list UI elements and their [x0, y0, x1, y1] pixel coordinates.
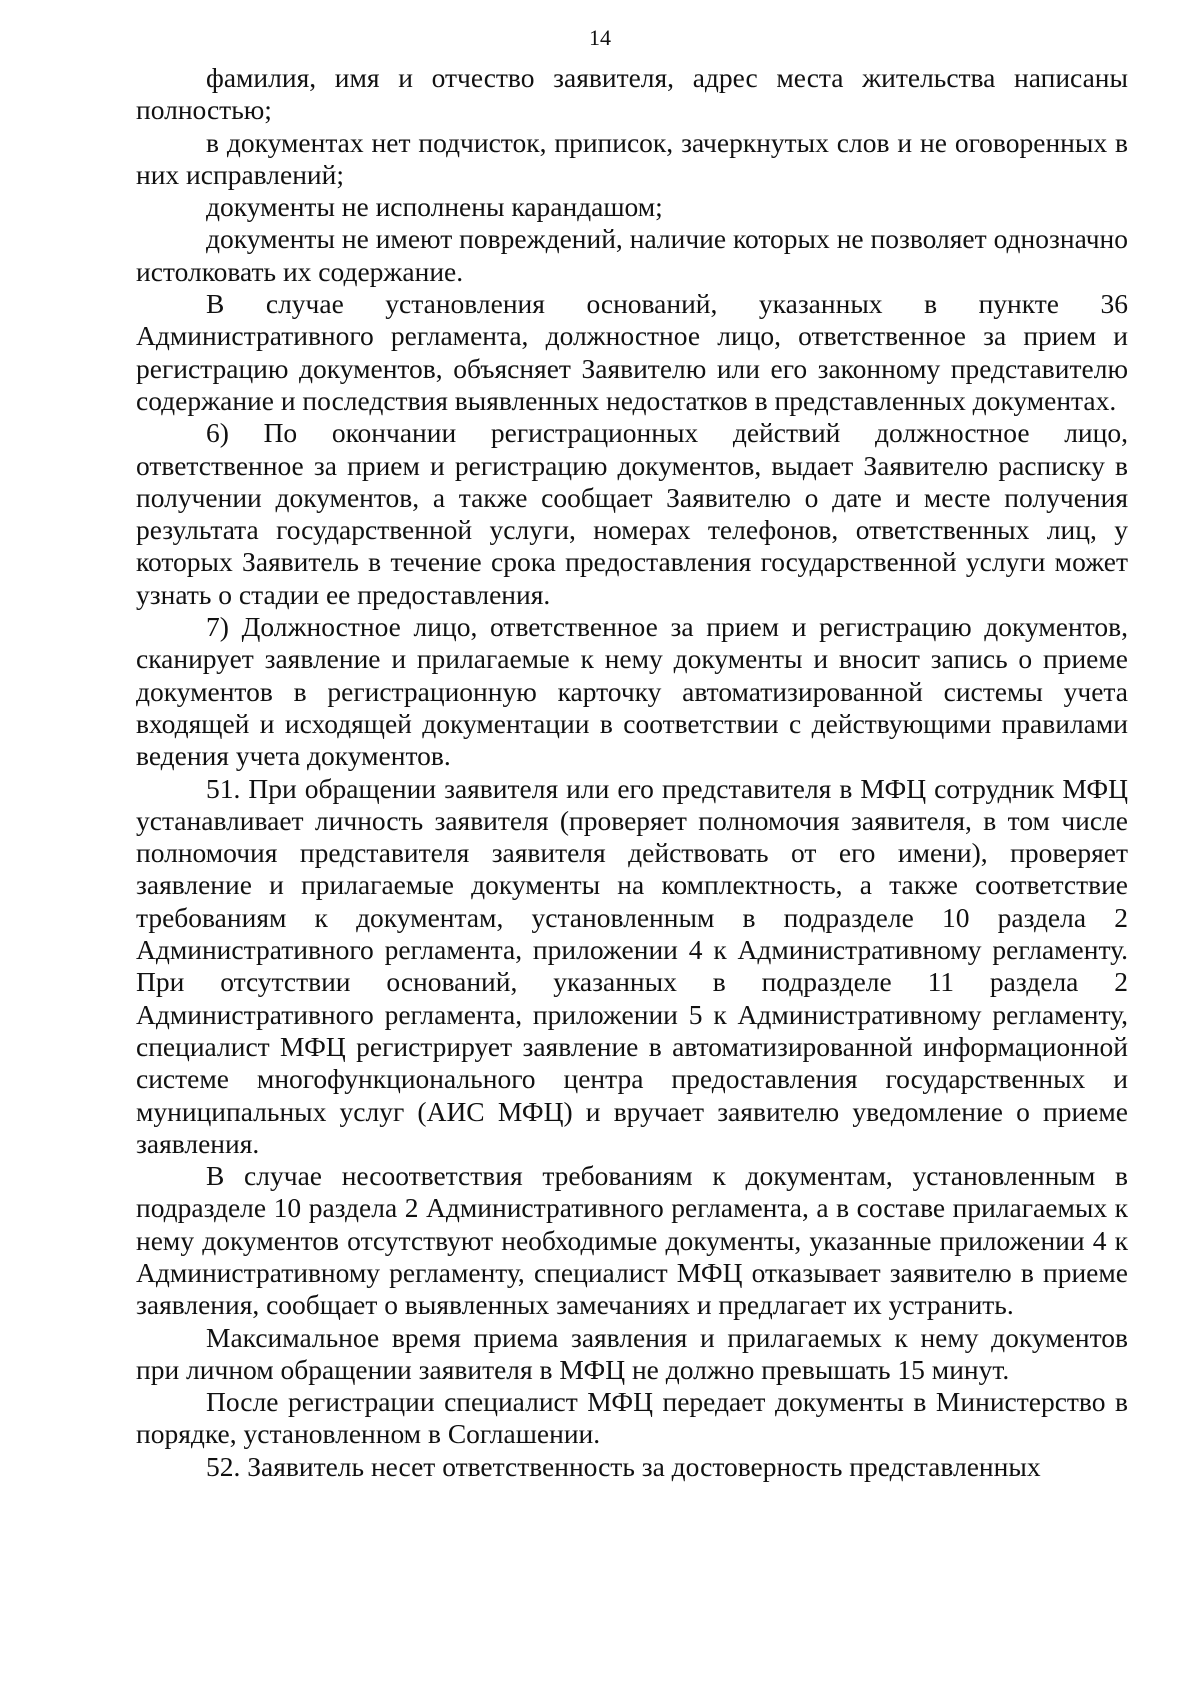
paragraph-no-damage-requirement: документы не имеют повреждений, наличие которых не позволяет однозначно истолковать их содержание.	[136, 223, 1128, 287]
page-number: 14	[589, 25, 611, 50]
paragraph-transfer-to-ministry: После регистрации специалист МФЦ передает документы в Министерство в порядке, установленном в Соглашении.	[136, 1386, 1128, 1450]
paragraph-max-time: Максимальное время приема заявления и прилагаемых к нему документов при личном обращении заявителя в МФЦ не должно превышать 15 минут.	[136, 1321, 1128, 1385]
paragraph-51-mfc-procedure: 51. При обращении заявителя или его представителя в МФЦ сотрудник МФЦ устанавливает личность заявителя (проверяет полномочия заявителя, в том числе полномочия представителя заявителя действовать от его имени), проверяет заявление и прилагаемые документы на комплектность, а также соответствие требованиям к документам, установленным в подразделе 10 раздела 2 Административного регламента, приложении 4 к Административному регламенту. При отсутствии оснований, указанных в подразделе 11 раздела 2 Административного регламента, приложении 5 к Административному регламенту, специалист МФЦ регистрирует заявление в автоматизированной информационной системе многофункционального центра предоставления государственных и муниципальных услуг (АИС МФЦ) и вручает заявителю уведомление о приеме заявления.	[136, 772, 1128, 1159]
paragraph-item-6-receipt: 6) По окончании регистрационных действий должностное лицо, ответственное за прием и регистрацию документов, выдает Заявителю расписку в получении документов, а также сообщает Заявителю о дате и месте получения результата государственной услуги, номерах телефонов, ответственных лиц, у которых Заявитель в течение срока предоставления государственной услуги может узнать о стадии ее предоставления.	[136, 417, 1128, 610]
paragraph-full-name-requirement: фамилия, имя и отчество заявителя, адрес места жительства написаны полностью;	[136, 62, 1128, 126]
paragraph-deficiencies-explanation: В случае установления оснований, указанных в пункте 36 Административного регламента, должностное лицо, ответственное за прием и регистрацию документов, объясняет Заявителю или его законному представителю содержание и последствия выявленных недостатков в представленных документах.	[136, 288, 1128, 416]
paragraph-52-responsibility: 52. Заявитель несет ответственность за достоверность представленных	[206, 1450, 1041, 1482]
document-body	[136, 62, 1128, 1483]
paragraph-mfc-refusal: В случае несоответствия требованиям к документам, установленным в подразделе 10 раздела 2 Административного регламента, а в составе прилагаемых к нему документов отсутствуют необходимые документы, указанные приложении 4 к Административному регламенту, специалист МФЦ отказывает заявителю в приеме заявления, сообщает о выявленных замечаниях и предлагает их устранить.	[136, 1160, 1128, 1321]
paragraph-no-pencil-requirement: документы не исполнены карандашом;	[206, 191, 663, 223]
paragraph-no-erasures-requirement: в документах нет подчисток, приписок, зачеркнутых слов и не оговоренных в них исправлений;	[136, 126, 1128, 190]
paragraph-item-7-scanning: 7) Должностное лицо, ответственное за прием и регистрацию документов, сканирует заявление и прилагаемые к нему документы и вносит запись о приеме документов в регистрационную карточку автоматизированной системы учета входящей и исходящей документации в соответствии с действующими правилами ведения учета документов.	[136, 611, 1128, 772]
